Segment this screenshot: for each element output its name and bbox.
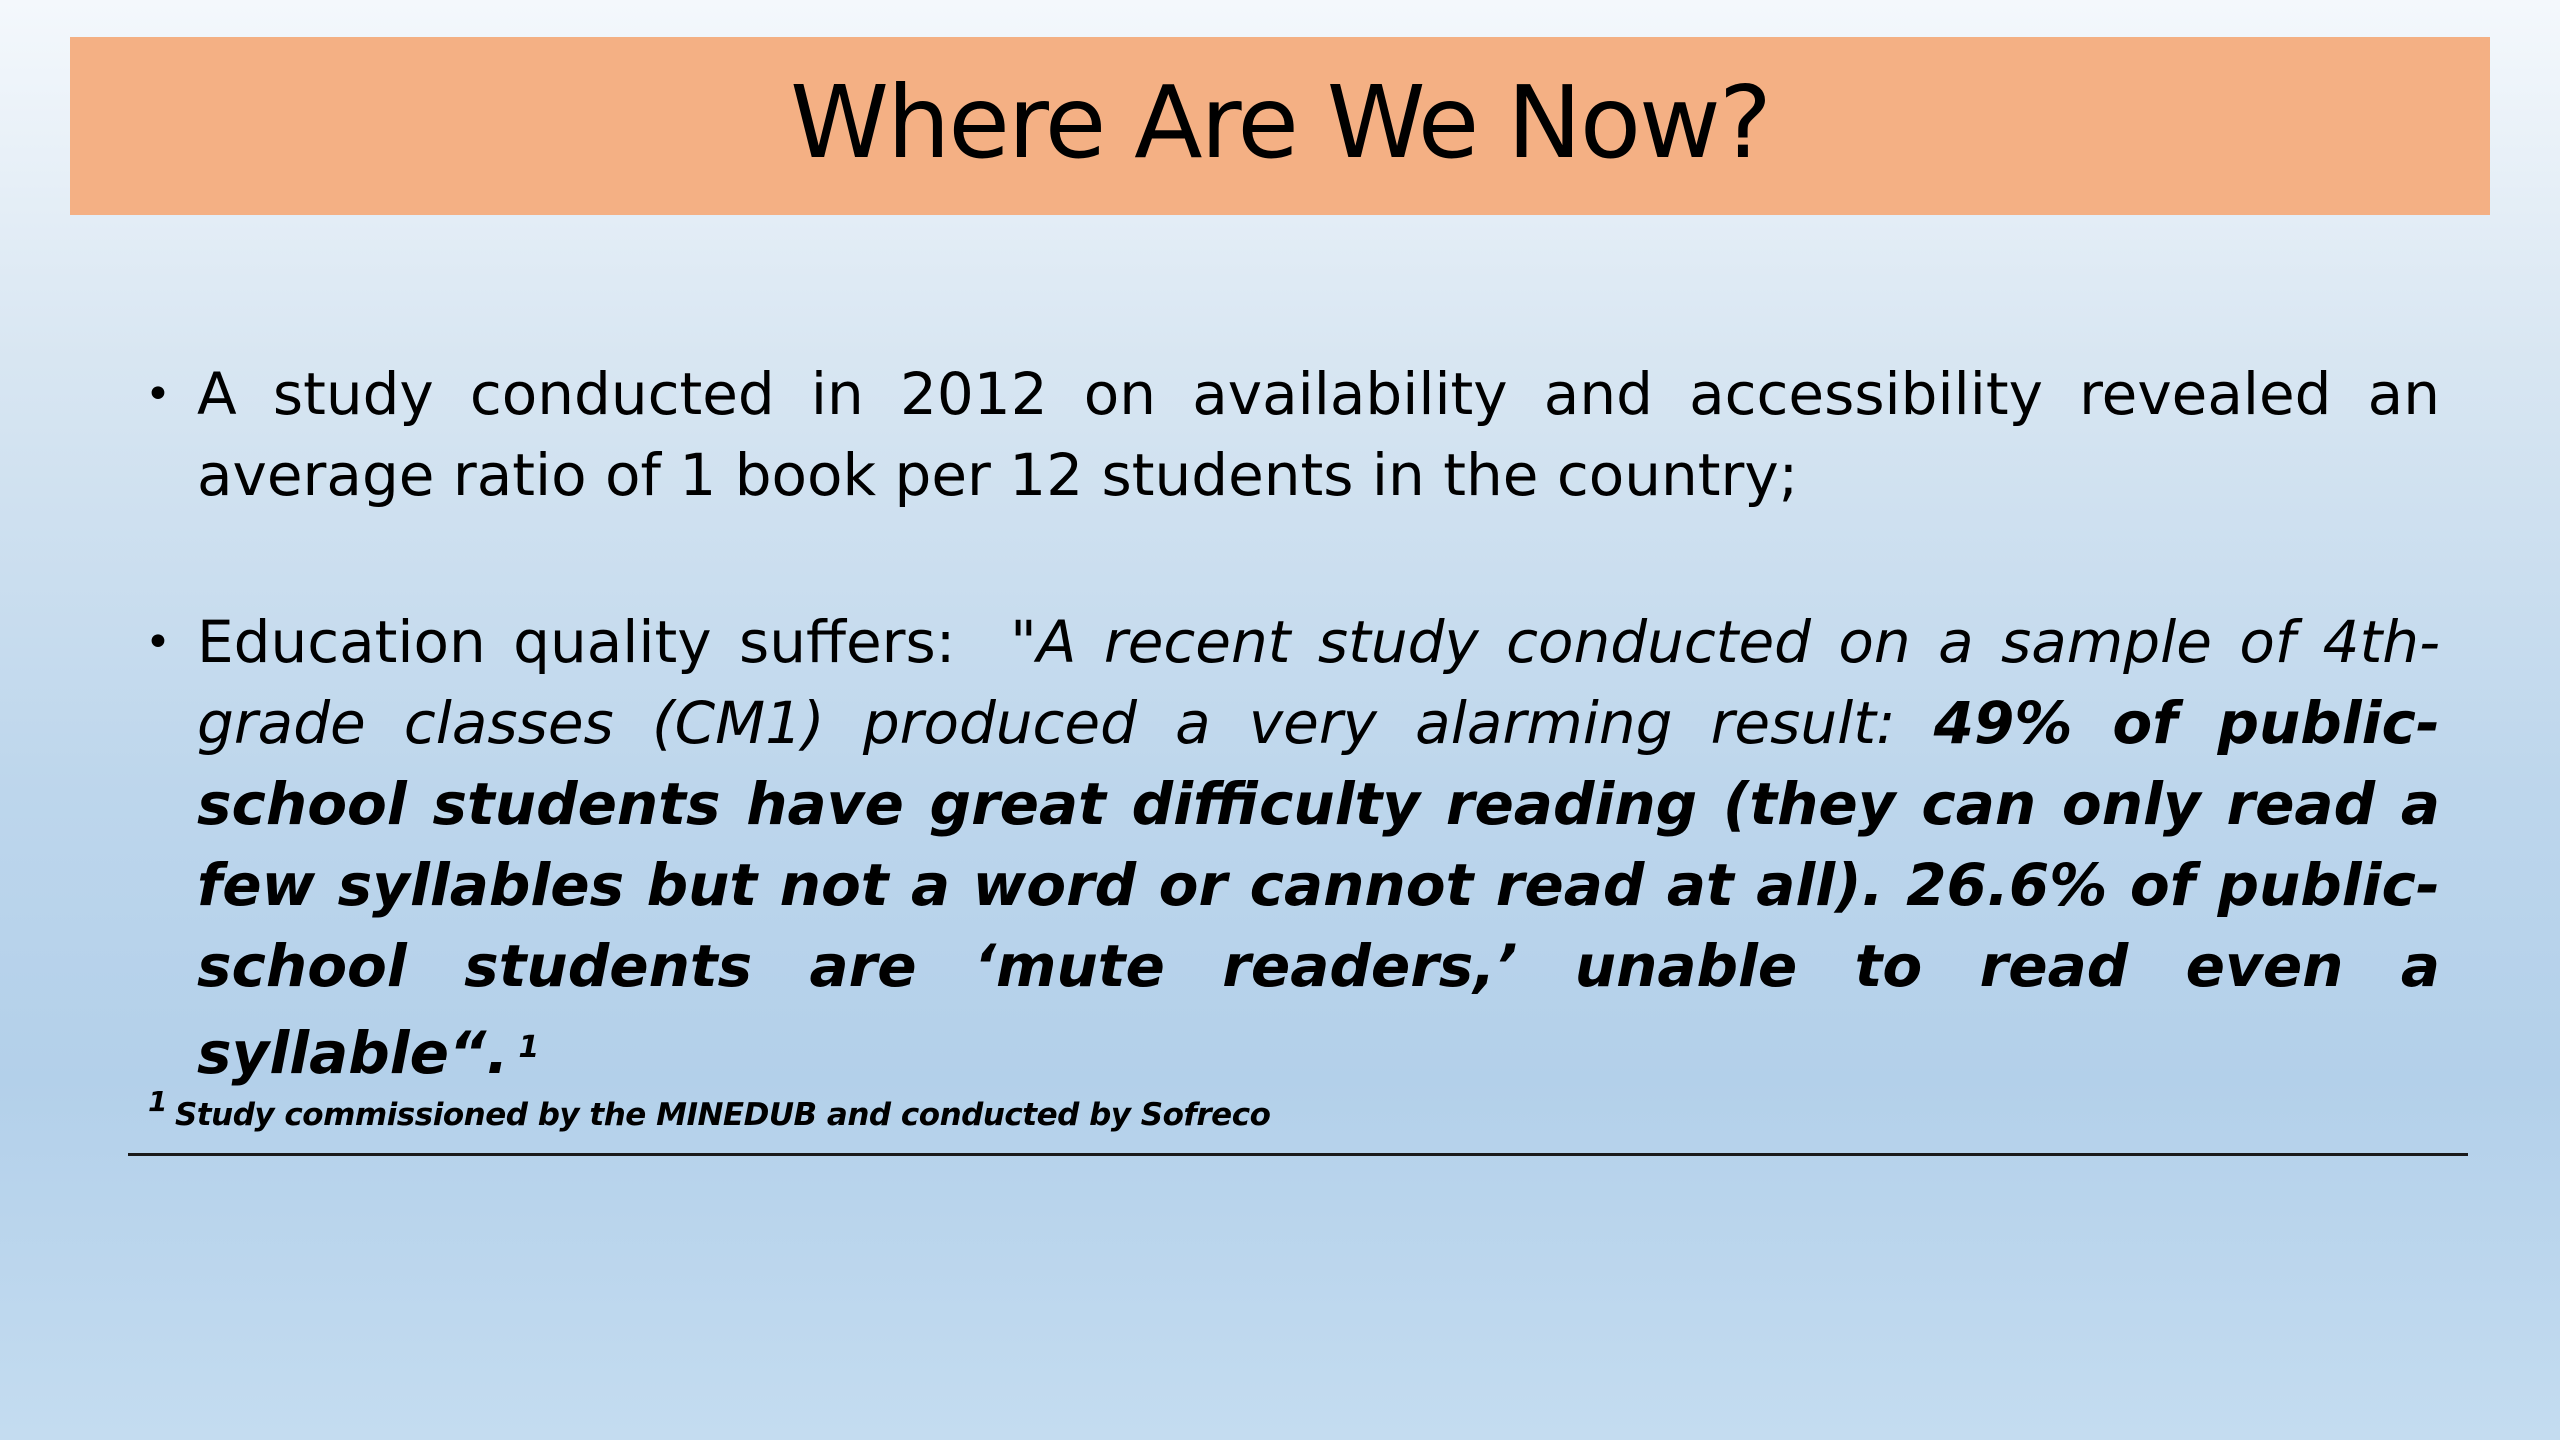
footnote-number: 1: [148, 1085, 167, 1118]
bullet-marker: •: [145, 369, 171, 420]
footnote: [148, 1085, 1270, 1133]
bullet-item: [145, 354, 2440, 516]
quote-bold: 49% of public-school students have great difficulty reading (they can only read a few syllables but not a word or cannot read at all). 26.6% of public-school students are ‘mute readers,’ unable to read even a syllable“.: [197, 689, 2440, 1087]
slide-title: Where Are We Now?: [790, 64, 1770, 181]
footnote-reference: 1: [518, 1030, 540, 1065]
bullet-item: [145, 602, 2440, 1094]
footnote-divider: [128, 1153, 2468, 1156]
title-bar: [70, 37, 2490, 215]
bullet-text: [197, 602, 2440, 1094]
quote-italic: "A recent study conducted on a sample of 4th-grade classes (CM1) produced a very alarming result:: [197, 608, 2440, 757]
bullet-text: A study conducted in 2012 on availability and accessibility revealed an average ratio of 1 book per 12 students in the country;: [197, 360, 2440, 509]
bullet-marker: •: [145, 617, 171, 668]
footnote-text: Study commissioned by the MINEDUB and conducted by Sofreco: [174, 1097, 1271, 1133]
bullet-lead: Education quality suffers:: [197, 608, 956, 676]
